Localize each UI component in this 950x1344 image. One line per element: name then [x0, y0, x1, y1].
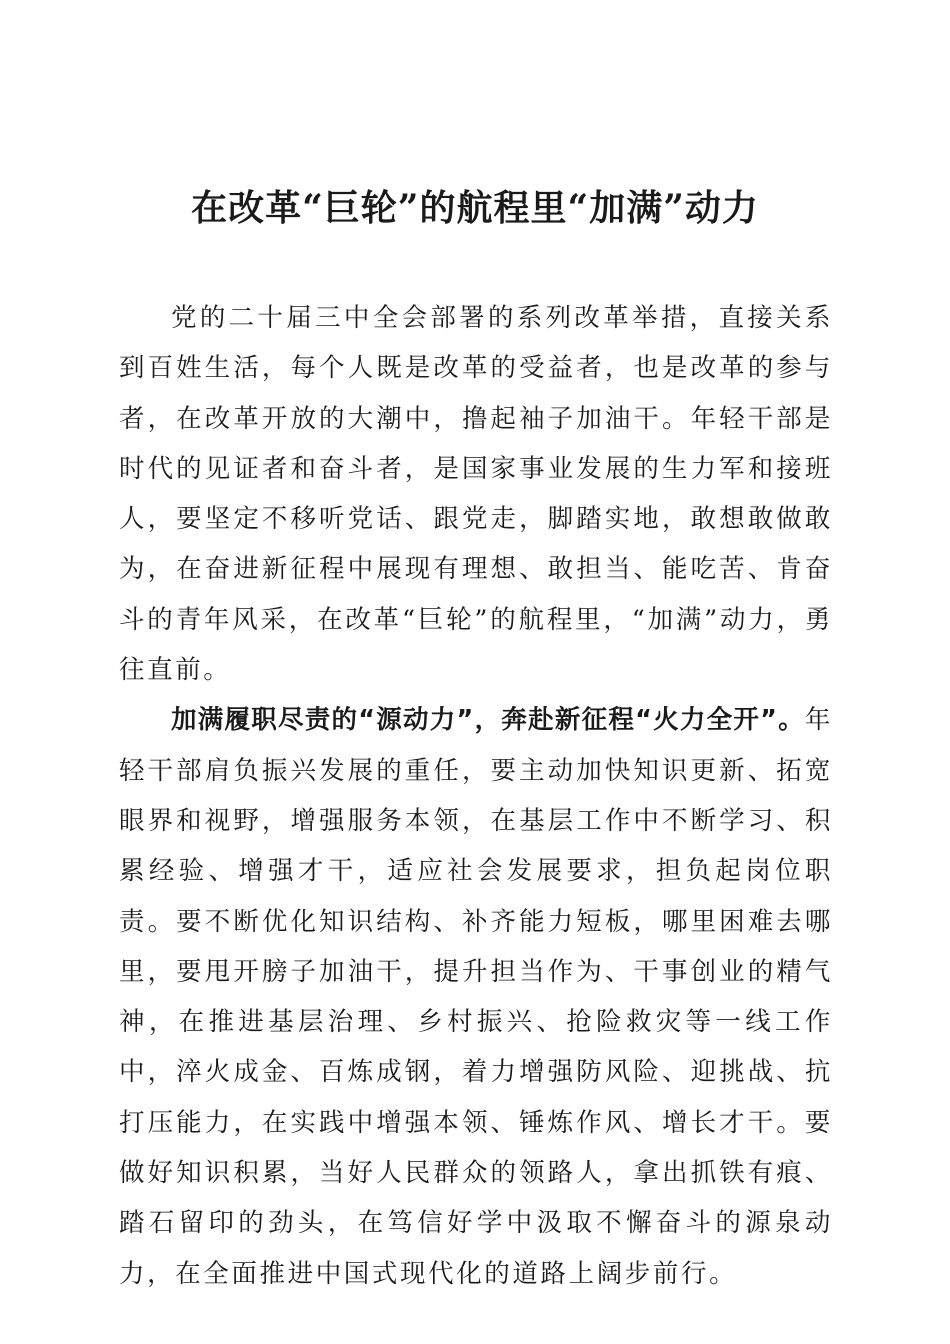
document-title: 在改革“巨轮”的航程里“加满”动力 [191, 187, 759, 229]
paragraph-2-heading: 加满履职尽责的“源动力”，奔赴新征程“火力全开”。 [171, 705, 805, 736]
document-body [119, 293, 833, 1299]
paragraph-2-body: 年轻干部肩负振兴发展的重任，要主动加快知识更新、拓宽眼界和视野，增强服务本领，在基层工作中不断学习、积累经验、增强才干，适应社会发展要求，担负起岗位职责。要不断优化知识结构、补齐能力短板，哪里困难去哪里，要甩开膀子加油干，提升担当作为、干事创业的精气神，在推进基层治理、乡村振兴、抢险救灾等一线工作中，淬火成金、百炼成钢，着力增强防风险、迎挑战、抗打压能力，在实践中增强本领、锤炼作风、增长才干。要做好知识积累，当好人民群众的领路人，拿出抓铁有痕、踏石留印的劲头，在笃信好学中汲取不懈奋斗的源泉动力，在全面推进中国式现代化的道路上阔步前行。 [119, 705, 833, 1289]
paragraph-1: 党的二十届三中全会部署的系列改革举措，直接关系到百姓生活，每个人既是改革的受益者，也是改革的参与者，在改革开放的大潮中，撸起袖子加油干。年轻干部是时代的见证者和奋斗者，是国家事业发展的生力军和接班人，要坚定不移听党话、跟党走，脚踏实地，敢想敢做敢为，在奋进新征程中展现有理想、敢担当、能吃苦、肯奋斗的青年风采，在改革“巨轮”的航程里，“加满”动力，勇往直前。 [119, 303, 833, 686]
paragraph-2 [119, 695, 833, 1299]
